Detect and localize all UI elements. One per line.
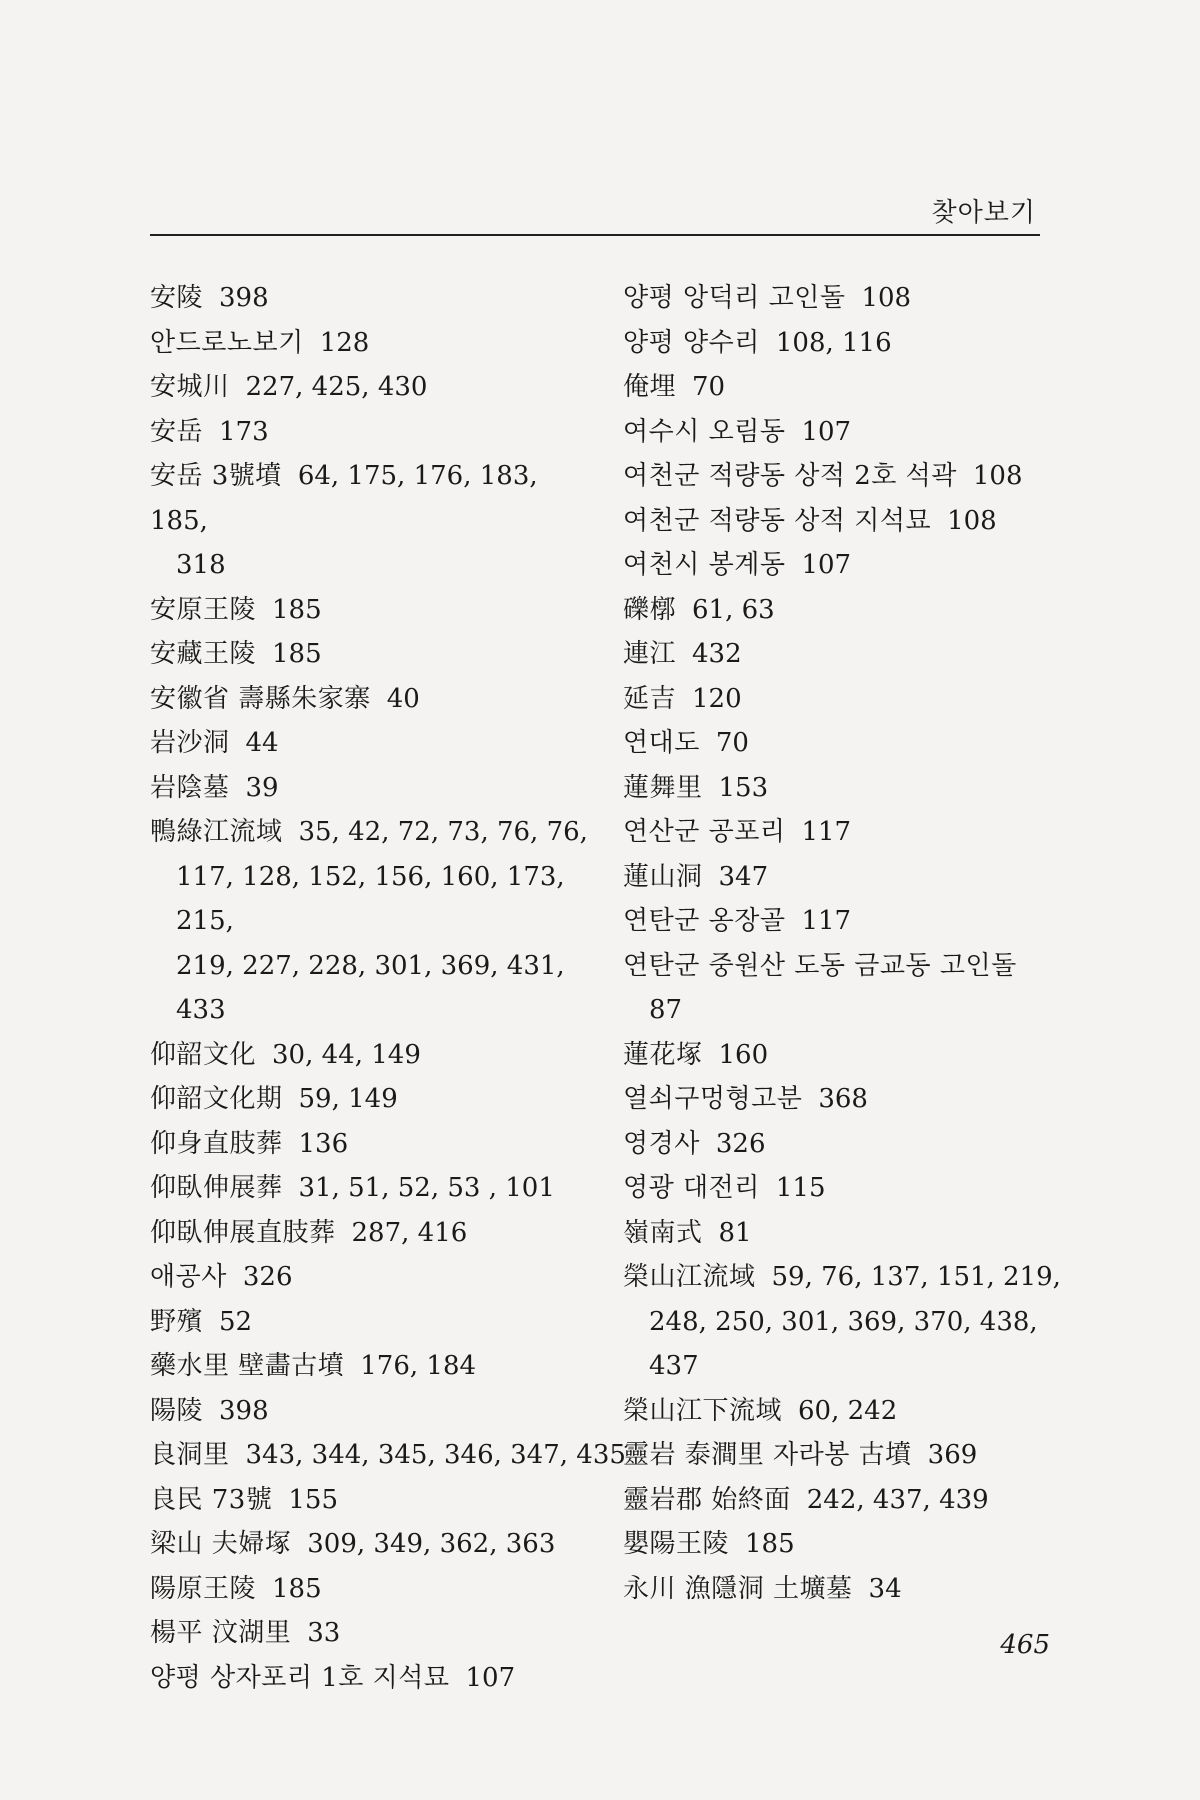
index-entry [150, 454, 590, 588]
index-term: 鴨綠江流域 [150, 817, 283, 847]
index-entry [623, 632, 1063, 677]
index-entry [150, 588, 590, 633]
index-pages: 81 [718, 1217, 752, 1248]
index-entry [150, 1166, 590, 1211]
index-term: 안드로노보기 [150, 327, 304, 358]
index-pages: 185 [272, 594, 322, 625]
index-term: 仰身直肢葬 [150, 1128, 283, 1159]
index-pages: 136 [298, 1128, 349, 1159]
index-term: 安陵 [150, 283, 204, 313]
index-pages-continued: 117, 128, 152, 156, 160, 173, 215, [176, 861, 565, 936]
index-entry [623, 410, 1063, 455]
index-pages: 33 [307, 1618, 341, 1648]
index-pages: 107 [801, 416, 852, 447]
index-pages: 347 [718, 861, 769, 892]
index-entry [150, 1300, 590, 1345]
index-term: 礫槨 [623, 594, 677, 625]
index-entry [150, 1433, 626, 1478]
index-entry [623, 321, 1063, 366]
index-term: 양평 양수리 [623, 327, 760, 358]
index-pages: 117 [801, 817, 852, 847]
index-pages: 108 [947, 505, 997, 536]
index-pages: 64, 175, 176, 183, 185, [150, 461, 538, 536]
index-term: 藥水里 壁畵古墳 [150, 1351, 345, 1381]
index-entry [623, 1211, 1063, 1256]
index-pages: 108, 116 [775, 327, 892, 358]
index-entry [150, 810, 590, 1033]
index-pages: 107 [465, 1662, 516, 1693]
index-pages: 30, 44, 149 [272, 1039, 421, 1070]
index-term: 榮山江下流域 [623, 1395, 783, 1426]
index-entry [150, 1611, 590, 1656]
index-pages: 52 [219, 1306, 253, 1337]
index-pages: 59, 76, 137, 151, 219, [771, 1262, 1061, 1292]
index-pages: 398 [219, 283, 269, 313]
index-entry [623, 1478, 1063, 1523]
index-pages: 287, 416 [351, 1217, 468, 1248]
index-entry [623, 855, 1063, 900]
index-pages: 326 [715, 1128, 766, 1159]
index-entry [623, 1166, 1063, 1211]
index-entry [150, 410, 590, 455]
index-term: 仰臥伸展葬 [150, 1173, 283, 1203]
index-column-left [150, 276, 626, 1700]
index-pages: 242, 437, 439 [806, 1484, 989, 1515]
index-pages: 70 [715, 728, 749, 758]
index-term: 陽原王陵 [150, 1573, 257, 1604]
index-pages: 185 [745, 1529, 795, 1559]
index-term: 永川 漁隱洞 土壙墓 [623, 1573, 853, 1604]
index-pages: 326 [242, 1262, 293, 1292]
index-entry [623, 1433, 1063, 1478]
index-entry [150, 276, 590, 321]
index-pages: 108 [861, 283, 912, 313]
index-entry [150, 365, 590, 410]
index-pages: 34 [868, 1573, 902, 1604]
index-entry [150, 1522, 590, 1567]
index-entry [623, 1389, 1063, 1434]
index-pages: 39 [245, 772, 279, 803]
index-entry [150, 1211, 590, 1256]
index-pages: 160 [718, 1039, 769, 1070]
index-pages: 60, 242 [798, 1395, 898, 1426]
index-term: 榮山江流域 [623, 1262, 756, 1292]
index-pages: 176, 184 [360, 1351, 477, 1381]
index-pages: 185 [272, 1573, 322, 1604]
index-entry [623, 1077, 1063, 1122]
index-term: 良民 73號 [150, 1484, 273, 1515]
index-pages: 108 [972, 461, 1023, 491]
index-entry [623, 1522, 1063, 1567]
index-entry [623, 1567, 1063, 1612]
index-entry [150, 766, 590, 811]
index-term: 仰韶文化 [150, 1039, 257, 1070]
index-entry [623, 721, 1063, 766]
index-pages: 227, 425, 430 [245, 372, 428, 402]
index-pages: 155 [288, 1484, 338, 1515]
index-entry [623, 365, 1063, 410]
index-term: 延吉 [623, 683, 677, 714]
index-term: 여천군 적량동 상적 2호 석곽 [623, 461, 957, 491]
index-entry [150, 1344, 590, 1389]
index-pages: 343, 344, 345, 346, 347, 435 [245, 1440, 626, 1470]
index-pages: 369 [927, 1440, 978, 1470]
index-term: 嬰陽王陵 [623, 1529, 730, 1559]
index-term: 여천시 봉계동 [623, 550, 786, 580]
index-term: 梁山 夫婦塚 [150, 1529, 292, 1559]
index-entry [150, 1478, 590, 1523]
index-term: 安城川 [150, 372, 230, 402]
index-entry [150, 1567, 590, 1612]
index-term: 연탄군 옹장골 [623, 906, 786, 936]
index-pages: 61, 63 [692, 594, 775, 625]
index-entry [623, 944, 1063, 1033]
header-title: 찾아보기 [931, 198, 1036, 228]
index-pages: 35, 42, 72, 73, 76, 76, [298, 817, 588, 847]
index-pages: 44 [245, 728, 279, 758]
index-term: 安徽省 壽縣朱家寨 [150, 683, 371, 714]
index-pages: 128 [319, 327, 370, 358]
index-term: 蓮花塚 [623, 1039, 703, 1070]
index-term: 여수시 오림동 [623, 416, 786, 447]
index-pages: 309, 349, 362, 363 [307, 1529, 556, 1559]
index-entry [623, 276, 1063, 321]
index-pages: 117 [801, 906, 852, 936]
index-term: 蓮山洞 [623, 861, 703, 892]
index-term: 仰臥伸展直肢葬 [150, 1217, 336, 1248]
index-term: 蓮舞里 [623, 772, 703, 803]
index-term: 仰韶文化期 [150, 1084, 283, 1114]
index-term: 양평 상자포리 1호 지석묘 [150, 1662, 450, 1693]
index-entry [623, 1255, 1063, 1389]
index-term: 열쇠구멍형고분 [623, 1084, 803, 1114]
index-pages: 173 [219, 416, 269, 447]
index-pages: 368 [818, 1084, 868, 1114]
index-term: 영경사 [623, 1128, 700, 1159]
index-entry [623, 454, 1063, 499]
index-entry [150, 1077, 590, 1122]
index-pages: 31, 51, 52, 53 , 101 [298, 1173, 555, 1203]
page-number: 465 [1000, 1630, 1050, 1660]
index-pages: 70 [692, 372, 726, 402]
index-term: 安藏王陵 [150, 639, 257, 669]
index-pages: 185 [272, 639, 322, 669]
index-term: 영광 대전리 [623, 1173, 760, 1203]
index-entry [623, 899, 1063, 944]
index-term: 연대도 [623, 728, 700, 758]
index-entry [150, 1389, 590, 1434]
index-entry [150, 321, 590, 366]
index-pages: 40 [386, 683, 420, 714]
index-pages: 107 [801, 550, 852, 580]
index-entry [623, 810, 1063, 855]
index-term: 연탄군 중원산 도동 금교동 고인돌 [623, 950, 1017, 981]
index-term: 安岳 3號墳 [150, 461, 282, 491]
index-term: 岩沙洞 [150, 728, 230, 758]
index-entry [150, 1122, 590, 1167]
index-pages: 398 [219, 1395, 269, 1426]
index-column-right [623, 276, 1063, 1611]
index-term: 陽陵 [150, 1395, 204, 1426]
index-term: 俺埋 [623, 372, 677, 402]
index-term: 良洞里 [150, 1440, 230, 1470]
index-term: 靈岩 泰澗里 자라봉 古墳 [623, 1440, 912, 1470]
index-pages: 153 [718, 772, 769, 803]
index-entry [150, 677, 590, 722]
index-pages-continued: 248, 250, 301, 369, 370, 438, 437 [649, 1306, 1038, 1381]
running-header [150, 190, 1040, 236]
index-pages-continued: 87 [649, 995, 683, 1025]
index-pages: 432 [692, 639, 742, 669]
index-term: 연산군 공포리 [623, 817, 786, 847]
index-pages: 115 [775, 1173, 826, 1203]
index-pages: 120 [692, 683, 742, 714]
index-entry [150, 721, 590, 766]
index-term: 楊平 汶湖里 [150, 1618, 292, 1648]
index-term: 野殯 [150, 1306, 204, 1337]
index-pages-continued: 219, 227, 228, 301, 369, 431, 433 [176, 950, 565, 1025]
index-term: 靈岩郡 始終面 [623, 1484, 791, 1515]
index-term: 여천군 적량동 상적 지석묘 [623, 505, 932, 536]
index-pages-continued: 318 [176, 550, 226, 580]
index-term: 安岳 [150, 416, 204, 447]
index-pages: 59, 149 [298, 1084, 398, 1114]
index-term: 安原王陵 [150, 594, 257, 625]
index-entry [150, 1656, 590, 1701]
index-term: 애공사 [150, 1262, 227, 1292]
index-entry [623, 1122, 1063, 1167]
index-term: 連江 [623, 639, 677, 669]
index-entry [623, 766, 1063, 811]
index-entry [623, 543, 1063, 588]
index-entry [150, 632, 590, 677]
index-entry [623, 499, 1063, 544]
index-term: 嶺南式 [623, 1217, 703, 1248]
index-entry [623, 588, 1063, 633]
index-term: 양평 앙덕리 고인돌 [623, 283, 846, 313]
index-term: 岩陰墓 [150, 772, 230, 803]
index-entry [150, 1255, 590, 1300]
index-entry [623, 677, 1063, 722]
index-entry [623, 1033, 1063, 1078]
index-entry [150, 1033, 590, 1078]
